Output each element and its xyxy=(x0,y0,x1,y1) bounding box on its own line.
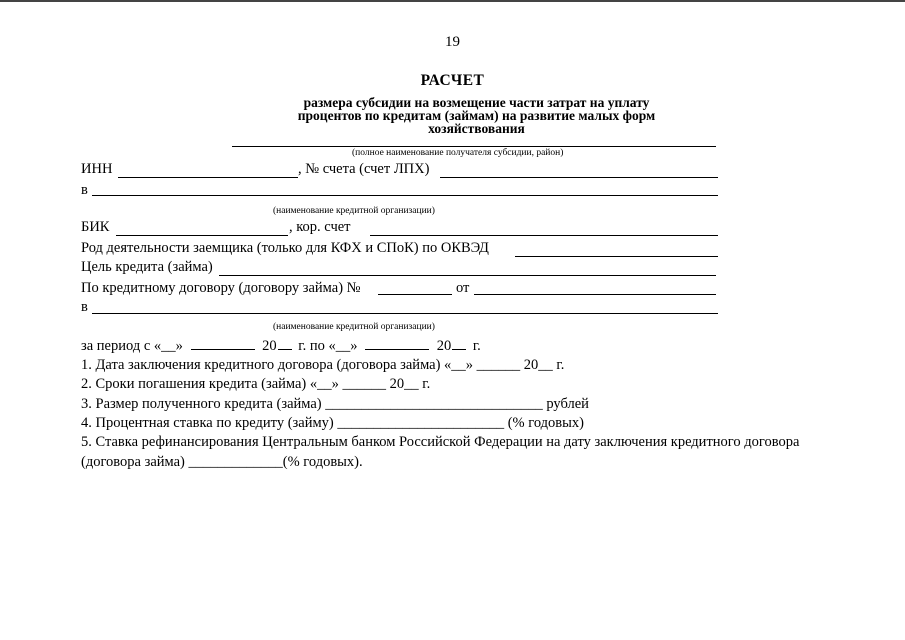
period-month-1-field[interactable] xyxy=(191,337,255,350)
period-line xyxy=(81,337,481,355)
bik-label: БИК xyxy=(81,219,110,235)
account-field[interactable] xyxy=(440,177,718,178)
bank-field-1[interactable] xyxy=(92,195,718,196)
period-day-1[interactable]: __ xyxy=(161,338,176,354)
item-4: 4. Процентная ставка по кредиту (займу) _______________________ (% годовых) xyxy=(81,415,584,431)
purpose-field[interactable] xyxy=(219,275,716,276)
corr-label: , кор. счет xyxy=(289,219,351,235)
activity-field[interactable] xyxy=(515,256,718,257)
subtitle-line-2: процентов по кредитам (займам) на развитие малых форм xyxy=(297,108,656,123)
period-day-2[interactable]: __ xyxy=(335,338,351,354)
credit-org-caption-2: (наименование кредитной организации) xyxy=(273,322,435,332)
document-subtitle xyxy=(0,96,905,135)
inn-field[interactable] xyxy=(118,177,298,178)
bank-prefix-2: в xyxy=(81,299,88,315)
subtitle-line-1: размера субсидии на возмещение части затрат на уплату xyxy=(303,95,650,110)
bik-field[interactable] xyxy=(116,235,288,236)
period-day-1-close: » xyxy=(175,338,183,354)
item-1: 1. Дата заключения кредитного договора (договора займа) «__» ______ 20__ г. xyxy=(81,357,565,373)
period-month-2-field[interactable] xyxy=(365,337,429,350)
contract-date-field[interactable] xyxy=(474,294,716,295)
recipient-line[interactable] xyxy=(232,146,716,147)
top-border xyxy=(0,0,905,2)
item-5: 5. Ставка рефинансирования Центральным банком Российской Федерации на дату заключения кредитного договора xyxy=(81,434,800,450)
period-day-2-close: » xyxy=(350,338,358,354)
item-3: 3. Размер полученного кредита (займа) ______________________________ рублей xyxy=(81,396,589,412)
period-year-1: 20 xyxy=(262,338,277,354)
page-number: 19 xyxy=(445,34,460,50)
period-year-2-field[interactable] xyxy=(452,337,466,350)
period-year-2-tail: г. xyxy=(472,338,481,354)
inn-label: ИНН xyxy=(81,161,113,177)
bank-field-2[interactable] xyxy=(92,313,718,314)
subtitle-line-3: хозяйствования xyxy=(428,121,525,136)
item-2: 2. Сроки погашения кредита (займа) «__» ______ 20__ г. xyxy=(81,376,431,392)
period-from-label: за период с « xyxy=(81,338,162,354)
account-label: , № счета (счет ЛПХ) xyxy=(298,161,430,177)
purpose-label: Цель кредита (займа) xyxy=(81,259,213,275)
item-5-cont: (договора займа) _____________(% годовых). xyxy=(81,454,363,470)
activity-label: Род деятельности заемщика (только для КФХ и СПоК) по ОКВЭД xyxy=(81,240,489,256)
bank-prefix-1: в xyxy=(81,182,88,198)
corr-field[interactable] xyxy=(370,235,718,236)
contract-number-field[interactable] xyxy=(378,294,452,295)
period-year-1-tail: г. по « xyxy=(298,338,336,354)
contract-from-label: от xyxy=(456,280,470,296)
contract-label: По кредитному договору (договору займа) № xyxy=(81,280,361,296)
recipient-caption: (полное наименование получателя субсидии, район) xyxy=(352,148,564,158)
document-title: РАСЧЕТ xyxy=(420,72,485,89)
period-year-1-field[interactable] xyxy=(278,337,292,350)
period-year-2: 20 xyxy=(436,338,452,354)
credit-org-caption-1: (наименование кредитной организации) xyxy=(273,206,435,216)
